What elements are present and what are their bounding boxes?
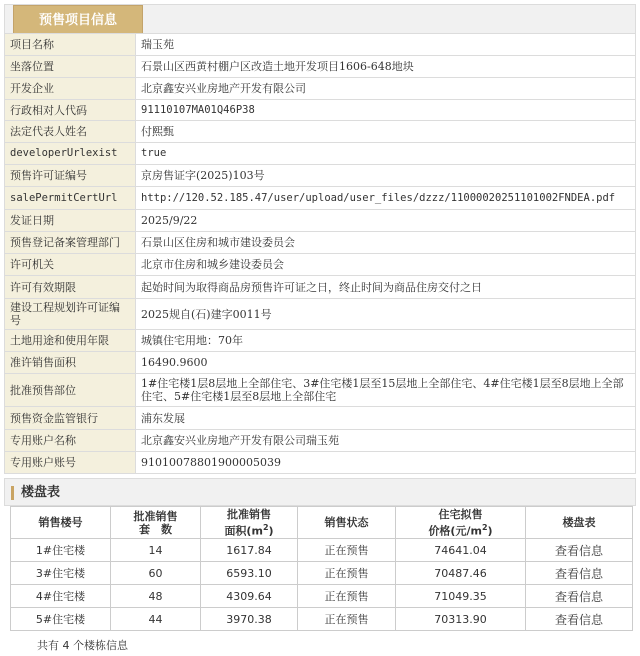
view-info-link[interactable]: 查看信息 xyxy=(526,585,633,608)
cell-area: 3970.38 xyxy=(201,608,298,631)
cell-price: 70487.46 xyxy=(396,562,526,585)
info-row-developer xyxy=(5,78,636,100)
info-label: 行政相对人代码 xyxy=(5,100,136,121)
info-row-location xyxy=(5,56,636,78)
info-row-project-name xyxy=(5,34,636,56)
cell-building: 1#住宅楼 xyxy=(11,539,111,562)
info-label: 批准预售部位 xyxy=(5,374,136,407)
permit-cert-url-link[interactable]: http://120.52.185.47/user/upload/user_files/dzzz/11000020251101002FNDEA.pdf xyxy=(136,187,636,210)
info-label: 准许销售面积 xyxy=(5,352,136,374)
info-label: 坐落位置 xyxy=(5,56,136,78)
info-label: 建设工程规划许可证编号 xyxy=(5,299,136,330)
info-row-developer-url-exist xyxy=(5,143,636,165)
info-value: 91110107MA01Q46P38 xyxy=(136,100,636,121)
table-row xyxy=(11,585,633,608)
info-value: 付熙甄 xyxy=(136,121,636,143)
cell-status: 正在预售 xyxy=(298,585,396,608)
cell-units: 48 xyxy=(111,585,201,608)
info-value: 北京市住房和城乡建设委员会 xyxy=(136,254,636,276)
col-header-action: 楼盘表 xyxy=(526,507,633,539)
info-label: 发证日期 xyxy=(5,210,136,232)
presale-info-tab[interactable]: 预售项目信息 xyxy=(13,5,143,36)
info-row-validity xyxy=(5,276,636,299)
info-label: developerUrlexist xyxy=(5,143,136,165)
table-row xyxy=(11,539,633,562)
info-row-planning-permit xyxy=(5,299,636,330)
info-value: 起始时间为取得商品房预售许可证之日，终止时间为商品住房交付之日 xyxy=(136,276,636,299)
building-table-head-row xyxy=(11,507,633,539)
info-row-legal-rep xyxy=(5,121,636,143)
info-row-registration-dept xyxy=(5,232,636,254)
cell-units: 60 xyxy=(111,562,201,585)
info-label: 许可机关 xyxy=(5,254,136,276)
info-row-supervising-bank xyxy=(5,407,636,430)
info-row-sale-area xyxy=(5,352,636,374)
cell-area: 4309.64 xyxy=(201,585,298,608)
cell-building: 4#住宅楼 xyxy=(11,585,111,608)
cell-units: 14 xyxy=(111,539,201,562)
cell-building: 3#住宅楼 xyxy=(11,562,111,585)
info-value: 2025/9/22 xyxy=(136,210,636,232)
info-label: 许可有效期限 xyxy=(5,276,136,299)
building-table xyxy=(10,506,633,631)
info-row-admin-code xyxy=(5,100,636,121)
table-row xyxy=(11,562,633,585)
info-value: 京房售证字(2025)103号 xyxy=(136,165,636,187)
cell-status: 正在预售 xyxy=(298,539,396,562)
view-info-link[interactable]: 查看信息 xyxy=(526,608,633,631)
info-value: true xyxy=(136,143,636,165)
info-label: 预售资金监管银行 xyxy=(5,407,136,430)
info-label: 专用账户名称 xyxy=(5,430,136,452)
cell-price: 74641.04 xyxy=(396,539,526,562)
section-marker xyxy=(11,486,14,500)
info-label: 开发企业 xyxy=(5,78,136,100)
cell-price: 71049.35 xyxy=(396,585,526,608)
building-table-title: 楼盘表 xyxy=(21,485,61,500)
presale-info-header xyxy=(4,4,636,34)
info-value: 16490.9600 xyxy=(136,352,636,374)
info-label: 土地用途和使用年限 xyxy=(5,330,136,352)
info-label: 专用账户账号 xyxy=(5,452,136,474)
info-value: 浦东发展 xyxy=(136,407,636,430)
cell-units: 44 xyxy=(111,608,201,631)
info-label: 预售登记备案管理部门 xyxy=(5,232,136,254)
col-header-area: 批准销售 面积$(m^2)$ xyxy=(201,507,298,539)
info-value: 石景山区住房和城市建设委员会 xyxy=(136,232,636,254)
col-header-building: 销售楼号 xyxy=(11,507,111,539)
info-row-presale-scope xyxy=(5,374,636,407)
info-value: 城镇住宅用地：70年 xyxy=(136,330,636,352)
col-header-price: 住宅拟售 价格(元$/m^2$) xyxy=(396,507,526,539)
view-info-link[interactable]: 查看信息 xyxy=(526,562,633,585)
info-value: 瑞玉苑 xyxy=(136,34,636,56)
info-row-account-name xyxy=(5,430,636,452)
info-value: 石景山区西黄村棚户区改造土地开发项目1606-648地块 xyxy=(136,56,636,78)
cell-area: 1617.84 xyxy=(201,539,298,562)
info-label: 项目名称 xyxy=(5,34,136,56)
info-row-permit-authority xyxy=(5,254,636,276)
info-row-issue-date xyxy=(5,210,636,232)
info-label: 预售许可证编号 xyxy=(5,165,136,187)
cell-price: 70313.90 xyxy=(396,608,526,631)
view-info-link[interactable]: 查看信息 xyxy=(526,539,633,562)
building-count-footer: 共有 4 个楼栋信息 xyxy=(37,639,128,652)
col-header-status: 销售状态 xyxy=(298,507,396,539)
info-value: 北京鑫安兴业房地产开发有限公司 xyxy=(136,78,636,100)
table-row xyxy=(11,608,633,631)
info-value: 2025规自(石)建字0011号 xyxy=(136,299,636,330)
info-row-land-use xyxy=(5,330,636,352)
info-value: 1#住宅楼1层8层地上全部住宅、3#住宅楼1层至15层地上全部住宅、4#住宅楼1层至8层地上全部住宅、5#住宅楼1层至8层地上全部住宅 xyxy=(136,374,636,407)
info-row-account-number xyxy=(5,452,636,474)
info-label: salePermitCertUrl xyxy=(5,187,136,210)
cell-building: 5#住宅楼 xyxy=(11,608,111,631)
col-header-units: 批准销售 套 数 xyxy=(111,507,201,539)
info-value: 北京鑫安兴业房地产开发有限公司瑞玉苑 xyxy=(136,430,636,452)
info-label: 法定代表人姓名 xyxy=(5,121,136,143)
info-value: 91010078801900005039 xyxy=(136,452,636,474)
building-table-header xyxy=(4,478,636,506)
cell-area: 6593.10 xyxy=(201,562,298,585)
cell-status: 正在预售 xyxy=(298,562,396,585)
info-row-permit-number xyxy=(5,165,636,187)
presale-info-table xyxy=(4,33,636,474)
info-row-permit-cert-url xyxy=(5,187,636,210)
cell-status: 正在预售 xyxy=(298,608,396,631)
